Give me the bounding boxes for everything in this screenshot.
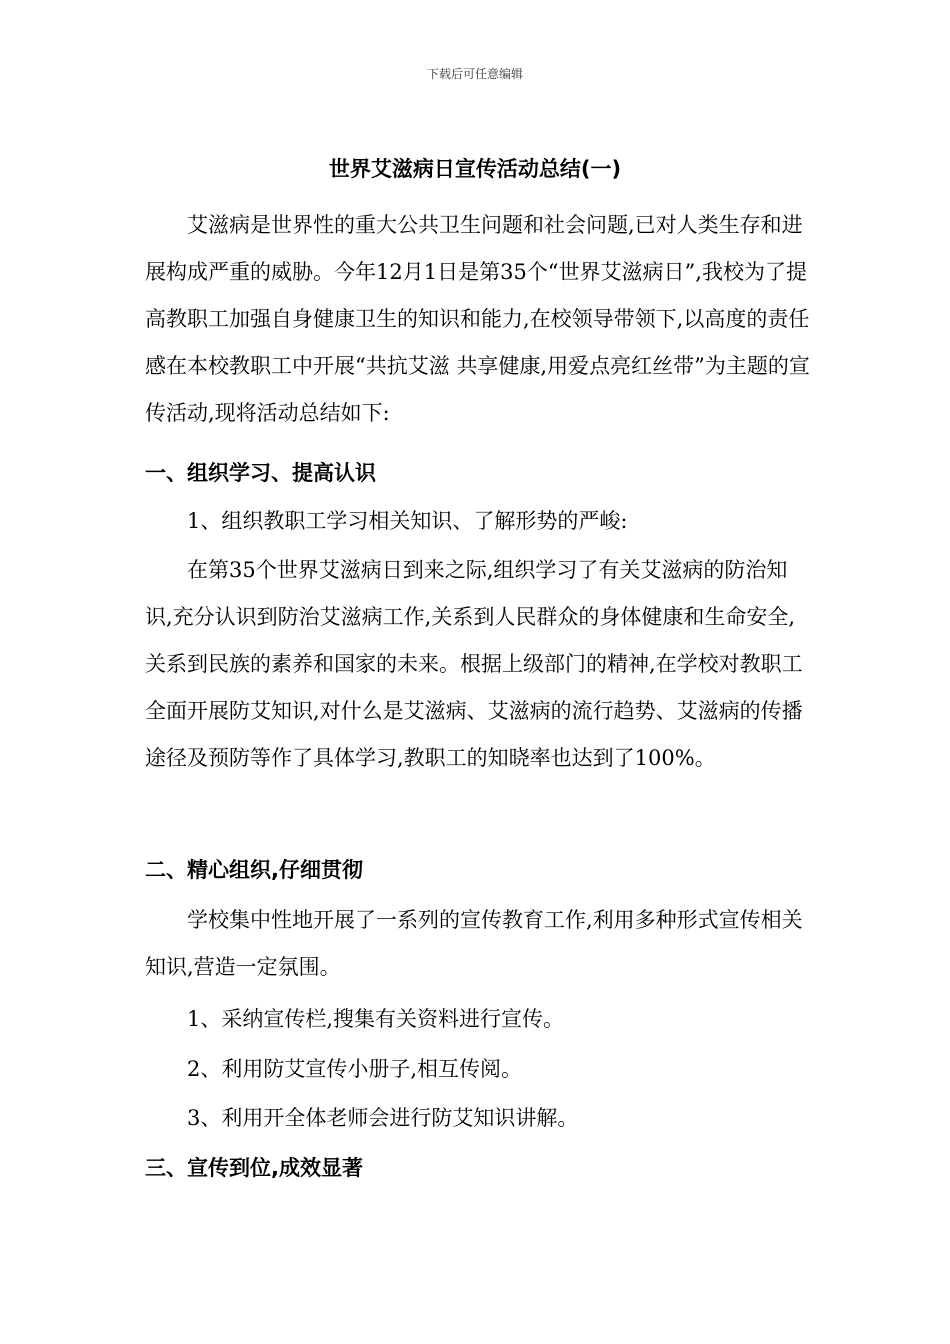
section-2-paragraph: 学校集中性地开展了一系列的宣传教育工作,利用多种形式宣传相关知识,营造一定氛围。 (145, 908, 803, 979)
section-2-item-2-block (145, 1046, 810, 1093)
section-1-heading-block (145, 450, 810, 497)
section-2-item-3: 3、利用开全体老师会进行防艾知识讲解。 (187, 1106, 579, 1130)
section-2-item-1-block (145, 996, 810, 1043)
intro-block (145, 202, 810, 437)
section-3-heading: 三、宣传到位,成效显著 (145, 1156, 363, 1180)
section-2-item-3-block (145, 1095, 810, 1142)
section-1-item-block (145, 498, 810, 545)
intro-paragraph: 艾滋病是世界性的重大公共卫生问题和社会问题,已对人类生存和进展构成严重的威胁。今年12月1日是第35个“世界艾滋病日”,我校为了提高教职工加强自身健康卫生的知识和能力,在校领导带领下,以高度的责任感在本校教职工中开展“共抗艾滋 共享健康,用爱点亮红丝带”为主题的宣传活动,现将活动总结如下: (145, 213, 810, 425)
section-1-paragraph-block (145, 547, 810, 782)
section-2-paragraph-block (145, 897, 810, 991)
section-2-item-2: 2、利用防艾宣传小册子,相互传阅。 (187, 1057, 523, 1081)
section-2-heading-block (145, 847, 810, 894)
section-1-item-1: 1、组织教职工学习相关知识、了解形势的严峻: (187, 509, 628, 533)
section-2-item-1: 1、采纳宣传栏,搜集有关资料进行宣传。 (187, 1007, 565, 1031)
header-note: 下载后可任意编辑 (426, 67, 523, 81)
document-title: 世界艾滋病日宣传活动总结(一) (328, 157, 622, 181)
section-1-paragraph: 在第35个世界艾滋病日到来之际,组织学习了有关艾滋病的防治知识,充分认识到防治艾滋病工作,关系到人民群众的身体健康和生命安全,关系到民族的素养和国家的未来。根据上级部门的精神,在学校对教职工全面开展防艾知识,对什么是艾滋病、艾滋病的流行趋势、艾滋病的传播途径及预防等作了具体学习,教职工的知晓率也达到了100%。 (145, 558, 803, 770)
section-3-heading-block (145, 1145, 810, 1192)
section-2-heading: 二、精心组织,仔细贯彻 (145, 858, 363, 882)
section-1-heading: 一、组织学习、提高认识 (145, 461, 376, 485)
